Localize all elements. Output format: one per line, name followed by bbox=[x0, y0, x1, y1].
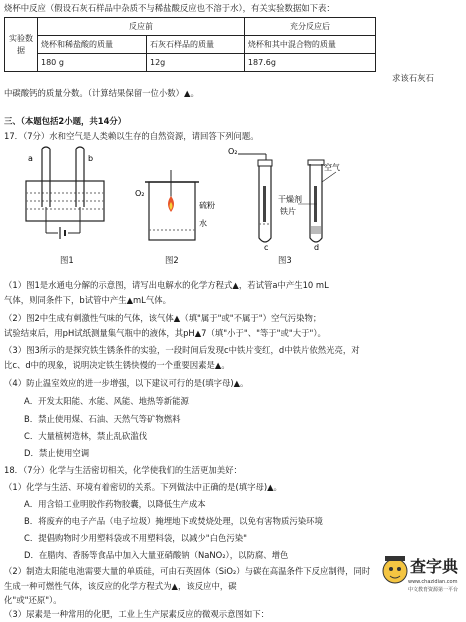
intro-line: 烧杯中反应（假设石灰石样品中杂质不与稀盐酸反应也不溶于水），有关实验数据如下表： bbox=[4, 3, 335, 13]
q18-option-a: A．用含铅工业明胶作药物胶囊，以降低生产成本 bbox=[24, 499, 206, 509]
figure2-sulfur-combustion bbox=[135, 170, 225, 250]
fig2-label-water: 水 bbox=[199, 219, 207, 228]
q18-option-b: B．将废弃的电子产品（电子垃圾）掩埋地下或焚烧处理，以免有害物质污染环境 bbox=[24, 516, 323, 526]
q17-stem: 17．（7分）水和空气是人类赖以生存的自然资源，请回答下列问题。 bbox=[4, 131, 259, 141]
q18-option-c: C．提倡购物时少用塑料袋或不用塑料袋，以减少"白色污染" bbox=[24, 533, 247, 543]
table-val3: 187.6g bbox=[244, 54, 375, 72]
q17-option-b: B．禁止使用煤、石油、天然气等矿物燃料 bbox=[24, 414, 181, 424]
table-row-header: 实验数据 bbox=[5, 18, 38, 72]
fig3-label-d: d bbox=[314, 243, 320, 250]
q17-line-5: （3）图3所示的是探究铁生锈条件的实验，一段时间后发现c中铁片变红，d中铁片依然光亮，对 bbox=[4, 345, 360, 355]
fig2-label-o2: O₂ bbox=[135, 189, 145, 198]
table-before-label: 反应前 bbox=[38, 18, 245, 36]
fig1-label-a: a bbox=[28, 154, 33, 163]
q18-line-5: （3）尿素是一种常用的化肥，工业上生产尿素反应的微观示意图如下： bbox=[4, 609, 269, 619]
q17-line-2: 气体，则同条件下，b试管中产生▲mL气体。 bbox=[4, 295, 171, 305]
q18-line-3: 生成一种可燃性气体，该反应的化学方程式为▲，该反应中，碳 bbox=[4, 581, 237, 591]
q17-line-7: （4）防止温室效应的进一步增强，以下建议可行的是(填字母)▲。 bbox=[4, 378, 249, 388]
figure2-caption: 图2 bbox=[165, 255, 179, 265]
table-side-note: 求该石灰石 bbox=[392, 73, 434, 83]
section3-title: 三、（本题包括2小题，共14分） bbox=[4, 116, 127, 126]
q18-option-d: D．在腊肉、香肠等食品中加入大量亚硝酸钠（NaNO₂），以防腐、增色 bbox=[24, 550, 289, 560]
figure1-caption: 图1 bbox=[60, 255, 74, 265]
q17-line-3: （2）图2中生成有刺激性气味的气体，该气体▲（填"属于"或"不属于"）空气污染物； bbox=[4, 313, 322, 323]
fig1-label-b: b bbox=[88, 154, 94, 163]
q18-line-2: （2）制造太阳能电池需要大量的单质硅，可由石英固体（SiO₂）与碳在高温条件下反应制得，同时 bbox=[4, 566, 371, 576]
fig3-label-c: c bbox=[264, 243, 269, 250]
logo-slogan: 中文教育资源第一平台 bbox=[408, 587, 459, 593]
table-col3-header: 烧杯和其中混合物的质量 bbox=[244, 36, 375, 54]
q17-option-d: D．禁止使用空调 bbox=[24, 448, 90, 458]
q18-line-1: （1）化学与生活、环境有着密切的关系。下列做法中正确的是(填字母)▲。 bbox=[4, 482, 282, 492]
logo-url: www.chazidian.com bbox=[408, 579, 458, 585]
q16-tail: 中碳酸钙的质量分数。（计算结果保留一位小数）▲。 bbox=[4, 88, 199, 98]
q17-line-1: （1）图1是水通电分解的示意图，请写出电解水的化学方程式▲，若试管a中产生10 mL bbox=[4, 280, 329, 290]
fig3-label-iron: 铁片 bbox=[280, 207, 296, 216]
q18-stem: 18．（7分）化学与生活密切相关，化学使我们的生活更加美好： bbox=[4, 465, 242, 475]
table-after-label: 充分反应后 bbox=[244, 18, 375, 36]
logo-brand: 查字典 bbox=[410, 557, 459, 576]
q18-line-4: 化"或"还原"）。 bbox=[4, 595, 62, 605]
table-col1-header: 烧杯和稀盐酸的质量 bbox=[38, 36, 147, 54]
q17-option-a: A．开发太阳能、水能、风能、地热等新能源 bbox=[24, 396, 189, 406]
fig3-label-desiccant: 干燥剂 bbox=[278, 195, 302, 204]
q17-option-c: C．大量植树造林，禁止乱砍滥伐 bbox=[24, 431, 148, 441]
experiment-data-table bbox=[4, 17, 376, 72]
fig3-label-o2: O₂ bbox=[228, 147, 238, 156]
site-logo bbox=[380, 553, 464, 615]
mascot-icon bbox=[380, 553, 410, 593]
figure3-caption: 图3 bbox=[278, 255, 292, 265]
table-col2-header: 石灰石样品的质量 bbox=[146, 36, 244, 54]
figure1-electrolysis bbox=[20, 145, 110, 247]
fig2-label-sulfur: 硫粉 bbox=[199, 201, 215, 210]
table-val2: 12g bbox=[146, 54, 244, 72]
table-val1: 180 g bbox=[38, 54, 147, 72]
q17-line-6: 比c、d中的现象，说明决定铁生锈快慢的一个重要因素是▲。 bbox=[4, 360, 230, 370]
figure3-iron-rusting bbox=[228, 146, 346, 250]
q17-line-4: 试验结束后，用pH试纸测量集气瓶中的液体，其pH▲7（填"小于"、"等于"或"大于"）。 bbox=[4, 328, 326, 338]
fig3-label-air: 空气 bbox=[324, 163, 340, 172]
